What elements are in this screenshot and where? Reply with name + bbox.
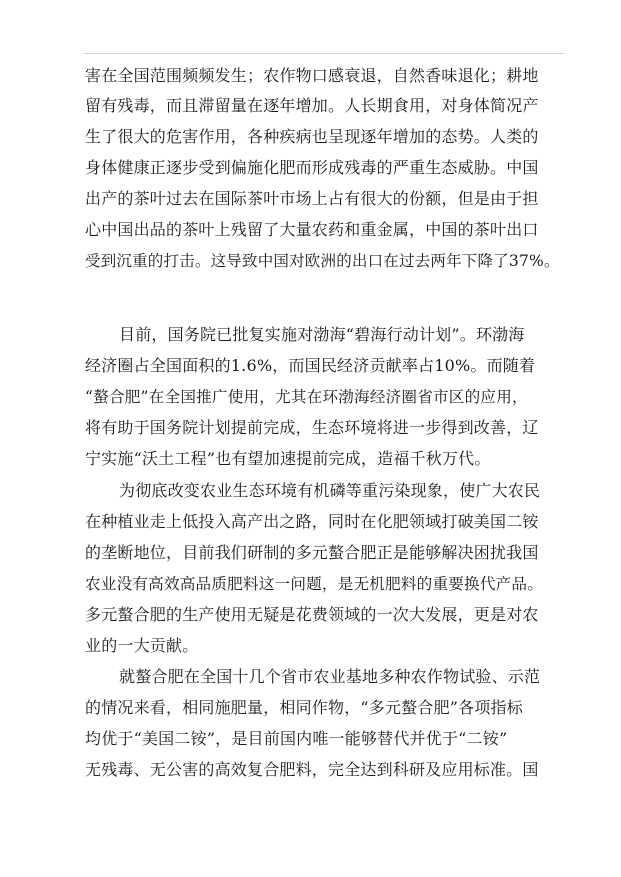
text-line: 为彻底改变农业生态环境有机磷等重污染现象，使广大农民	[119, 481, 541, 500]
text-line: 在种植业走上低投入高产出之路，同时在化肥领域打破美国二铵	[85, 512, 539, 531]
text-line: 经济圈占全国面积的1.6%，而国民经济贡献率占10%。而随着	[85, 356, 536, 375]
text-line: 受到沉重的打击。这导致中国对欧洲的出口在过去两年下降了37%。	[85, 252, 560, 270]
header-rule	[84, 53, 564, 54]
text-line: 宁实施“沃土工程”也有望加速提前完成，造福千秋万代。	[85, 449, 491, 468]
text-line: 的垄断地位，目前我们研制的多元螯合肥正是能够解决困扰我国	[85, 543, 539, 562]
text-line: 目前，国务院已批复实施对渤海“碧海行动计划”。环渤海	[119, 325, 525, 344]
text-line: 无残毒、无公害的高效复合肥料，完全达到科研及应用标准。国	[85, 760, 539, 779]
text-line: 身体健康正逐步受到偏施化肥而形成残毒的严重生态威胁。中国	[85, 158, 539, 177]
text-line: 害在全国范围频频发生；农作物口感衰退，自然香味退化；耕地	[85, 66, 539, 85]
text-line: 就螯合肥在全国十几个省市农业基地多种农作物试验、示范	[119, 667, 541, 686]
text-line: 均优于“美国二铵”，是目前国内唯一能够替代并优于“二铵”	[85, 729, 508, 748]
text-line: 将有助于国务院计划提前完成，生态环境将进一步得到改善，辽	[85, 418, 539, 437]
text-line: 留有残毒，而且滞留量在逐年增加。人长期食用，对身体简况产	[85, 96, 539, 115]
text-line: 心中国出品的茶叶上残留了大量农药和重金属，中国的茶叶出口	[85, 220, 539, 239]
text-line: “螯合肥”在全国推广使用，尤其在环渤海经济圈省市区的应用，	[85, 388, 528, 406]
text-line: 出产的茶叶过去在国际茶叶市场上占有很大的份额，但是由于担	[85, 189, 539, 208]
text-line: 业的一大贡献。	[85, 636, 199, 655]
text-line: 生了很大的危害作用，各种疾病也呈现逐年增加的态势。人类的	[85, 127, 539, 146]
text-line: 农业没有高效高品质肥料这一问题，是无机肥料的重要换代产品。	[85, 575, 544, 593]
text-line: 的情况来看，相同施肥量，相同作物，“多元螯合肥”各项指标	[85, 698, 523, 717]
text-line: 多元螯合肥的生产使用无疑是花费领域的一次大发展，更是对农	[85, 605, 539, 624]
